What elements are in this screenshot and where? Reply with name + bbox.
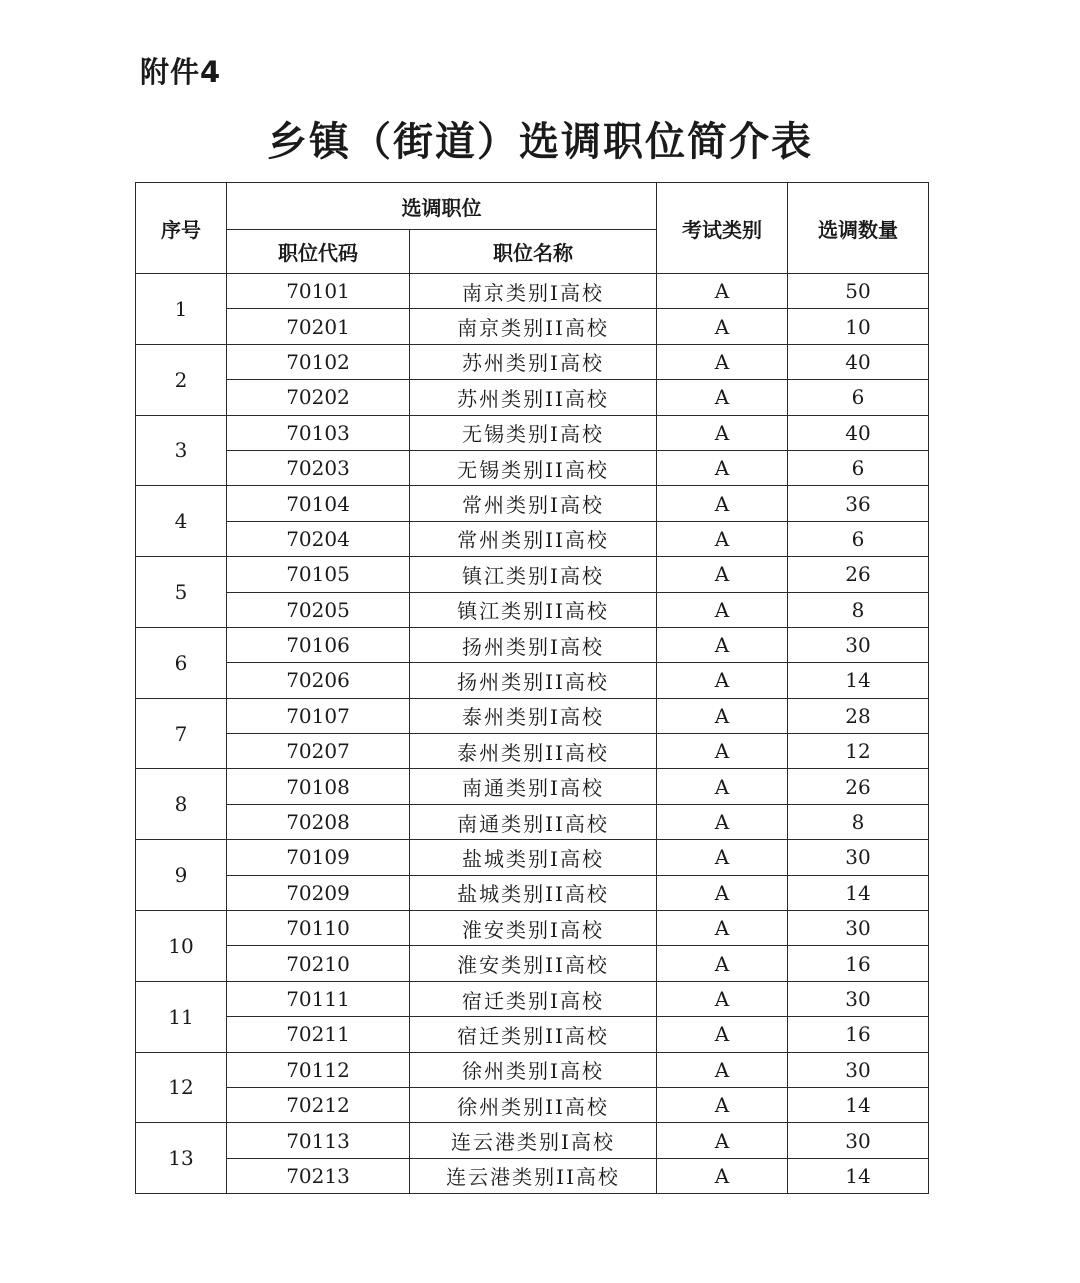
quota-cell: 30 <box>788 840 929 875</box>
table-row <box>136 557 929 592</box>
code-cell: 70101 <box>227 274 410 309</box>
table-row <box>136 663 929 698</box>
name-cell: 徐州类别II高校 <box>410 1087 657 1122</box>
exam-type-cell: A <box>657 698 788 733</box>
quota-cell: 14 <box>788 1087 929 1122</box>
seq-cell: 13 <box>136 1123 227 1194</box>
quota-cell: 26 <box>788 557 929 592</box>
code-cell: 70211 <box>227 1017 410 1052</box>
exam-type-cell: A <box>657 521 788 556</box>
code-cell: 70210 <box>227 946 410 981</box>
seq-cell: 10 <box>136 911 227 982</box>
quota-cell: 30 <box>788 911 929 946</box>
code-cell: 70205 <box>227 592 410 627</box>
quota-cell: 14 <box>788 1158 929 1193</box>
name-cell: 常州类别II高校 <box>410 521 657 556</box>
name-cell: 连云港类别II高校 <box>410 1158 657 1193</box>
exam-type-cell: A <box>657 592 788 627</box>
table-row <box>136 380 929 415</box>
code-cell: 70206 <box>227 663 410 698</box>
header-quota: 选调数量 <box>788 183 929 274</box>
exam-type-cell: A <box>657 875 788 910</box>
quota-cell: 40 <box>788 344 929 379</box>
header-code: 职位代码 <box>227 230 410 274</box>
code-cell: 70102 <box>227 344 410 379</box>
seq-cell: 7 <box>136 698 227 769</box>
table-row <box>136 769 929 804</box>
name-cell: 南通类别I高校 <box>410 769 657 804</box>
name-cell: 盐城类别I高校 <box>410 840 657 875</box>
seq-cell: 1 <box>136 274 227 345</box>
exam-type-cell: A <box>657 1052 788 1087</box>
exam-type-cell: A <box>657 627 788 662</box>
header-seq: 序号 <box>136 183 227 274</box>
name-cell: 淮安类别I高校 <box>410 911 657 946</box>
exam-type-cell: A <box>657 309 788 344</box>
code-cell: 70112 <box>227 1052 410 1087</box>
code-cell: 70107 <box>227 698 410 733</box>
table-row <box>136 911 929 946</box>
header-position-group: 选调职位 <box>227 183 657 230</box>
code-cell: 70111 <box>227 981 410 1016</box>
seq-cell: 2 <box>136 344 227 415</box>
code-cell: 70108 <box>227 769 410 804</box>
quota-cell: 50 <box>788 274 929 309</box>
table-row <box>136 981 929 1016</box>
exam-type-cell: A <box>657 840 788 875</box>
quota-cell: 28 <box>788 698 929 733</box>
table-row <box>136 1158 929 1193</box>
name-cell: 盐城类别II高校 <box>410 875 657 910</box>
quota-cell: 16 <box>788 946 929 981</box>
code-cell: 70209 <box>227 875 410 910</box>
name-cell: 淮安类别II高校 <box>410 946 657 981</box>
seq-cell: 3 <box>136 415 227 486</box>
table-row <box>136 344 929 379</box>
quota-cell: 26 <box>788 769 929 804</box>
header-row <box>136 183 929 230</box>
quota-cell: 12 <box>788 734 929 769</box>
name-cell: 泰州类别II高校 <box>410 734 657 769</box>
quota-cell: 30 <box>788 1123 929 1158</box>
table-row <box>136 415 929 450</box>
exam-type-cell: A <box>657 415 788 450</box>
exam-type-cell: A <box>657 1017 788 1052</box>
table-row <box>136 309 929 344</box>
name-cell: 镇江类别I高校 <box>410 557 657 592</box>
code-cell: 70109 <box>227 840 410 875</box>
code-cell: 70207 <box>227 734 410 769</box>
quota-cell: 14 <box>788 663 929 698</box>
header-exam-type: 考试类别 <box>657 183 788 274</box>
quota-cell: 6 <box>788 380 929 415</box>
name-cell: 南京类别I高校 <box>410 274 657 309</box>
seq-cell: 8 <box>136 769 227 840</box>
name-cell: 扬州类别I高校 <box>410 627 657 662</box>
name-cell: 泰州类别I高校 <box>410 698 657 733</box>
code-cell: 70204 <box>227 521 410 556</box>
code-cell: 70106 <box>227 627 410 662</box>
positions-table <box>135 182 929 1194</box>
exam-type-cell: A <box>657 344 788 379</box>
code-cell: 70201 <box>227 309 410 344</box>
name-cell: 扬州类别II高校 <box>410 663 657 698</box>
code-cell: 70212 <box>227 1087 410 1122</box>
code-cell: 70113 <box>227 1123 410 1158</box>
exam-type-cell: A <box>657 804 788 839</box>
table-row <box>136 627 929 662</box>
table-body <box>136 274 929 1194</box>
exam-type-cell: A <box>657 450 788 485</box>
quota-cell: 36 <box>788 486 929 521</box>
table-row <box>136 875 929 910</box>
quota-cell: 8 <box>788 592 929 627</box>
quota-cell: 40 <box>788 415 929 450</box>
table-row <box>136 450 929 485</box>
table-row <box>136 840 929 875</box>
table-row <box>136 274 929 309</box>
code-cell: 70110 <box>227 911 410 946</box>
exam-type-cell: A <box>657 1087 788 1122</box>
code-cell: 70213 <box>227 1158 410 1193</box>
exam-type-cell: A <box>657 663 788 698</box>
attachment-label: 附件4 <box>140 55 222 89</box>
seq-cell: 6 <box>136 627 227 698</box>
table-row <box>136 946 929 981</box>
seq-cell: 4 <box>136 486 227 557</box>
table-row <box>136 592 929 627</box>
seq-cell: 5 <box>136 557 227 628</box>
exam-type-cell: A <box>657 946 788 981</box>
table-row <box>136 804 929 839</box>
code-cell: 70202 <box>227 380 410 415</box>
code-cell: 70208 <box>227 804 410 839</box>
exam-type-cell: A <box>657 557 788 592</box>
name-cell: 南通类别II高校 <box>410 804 657 839</box>
table-row <box>136 521 929 556</box>
quota-cell: 16 <box>788 1017 929 1052</box>
name-cell: 宿迁类别I高校 <box>410 981 657 1016</box>
table-row <box>136 1017 929 1052</box>
seq-cell: 11 <box>136 981 227 1052</box>
exam-type-cell: A <box>657 274 788 309</box>
quota-cell: 6 <box>788 521 929 556</box>
exam-type-cell: A <box>657 486 788 521</box>
table-row <box>136 698 929 733</box>
code-cell: 70203 <box>227 450 410 485</box>
exam-type-cell: A <box>657 769 788 804</box>
name-cell: 镇江类别II高校 <box>410 592 657 627</box>
name-cell: 南京类别II高校 <box>410 309 657 344</box>
header-name: 职位名称 <box>410 230 657 274</box>
table-row <box>136 1052 929 1087</box>
quota-cell: 30 <box>788 981 929 1016</box>
exam-type-cell: A <box>657 911 788 946</box>
exam-type-cell: A <box>657 981 788 1016</box>
page-title: 乡镇（街道）选调职位简介表 <box>267 119 813 165</box>
quota-cell: 10 <box>788 309 929 344</box>
quota-cell: 30 <box>788 627 929 662</box>
code-cell: 70104 <box>227 486 410 521</box>
exam-type-cell: A <box>657 1123 788 1158</box>
name-cell: 无锡类别I高校 <box>410 415 657 450</box>
quota-cell: 30 <box>788 1052 929 1087</box>
exam-type-cell: A <box>657 734 788 769</box>
code-cell: 70105 <box>227 557 410 592</box>
exam-type-cell: A <box>657 1158 788 1193</box>
name-cell: 宿迁类别II高校 <box>410 1017 657 1052</box>
name-cell: 苏州类别I高校 <box>410 344 657 379</box>
seq-cell: 12 <box>136 1052 227 1123</box>
quota-cell: 6 <box>788 450 929 485</box>
seq-cell: 9 <box>136 840 227 911</box>
exam-type-cell: A <box>657 380 788 415</box>
table-row <box>136 734 929 769</box>
quota-cell: 14 <box>788 875 929 910</box>
name-cell: 连云港类别I高校 <box>410 1123 657 1158</box>
table-row <box>136 1087 929 1122</box>
code-cell: 70103 <box>227 415 410 450</box>
name-cell: 常州类别I高校 <box>410 486 657 521</box>
table-row <box>136 486 929 521</box>
table-row <box>136 1123 929 1158</box>
name-cell: 徐州类别I高校 <box>410 1052 657 1087</box>
name-cell: 无锡类别II高校 <box>410 450 657 485</box>
name-cell: 苏州类别II高校 <box>410 380 657 415</box>
quota-cell: 8 <box>788 804 929 839</box>
